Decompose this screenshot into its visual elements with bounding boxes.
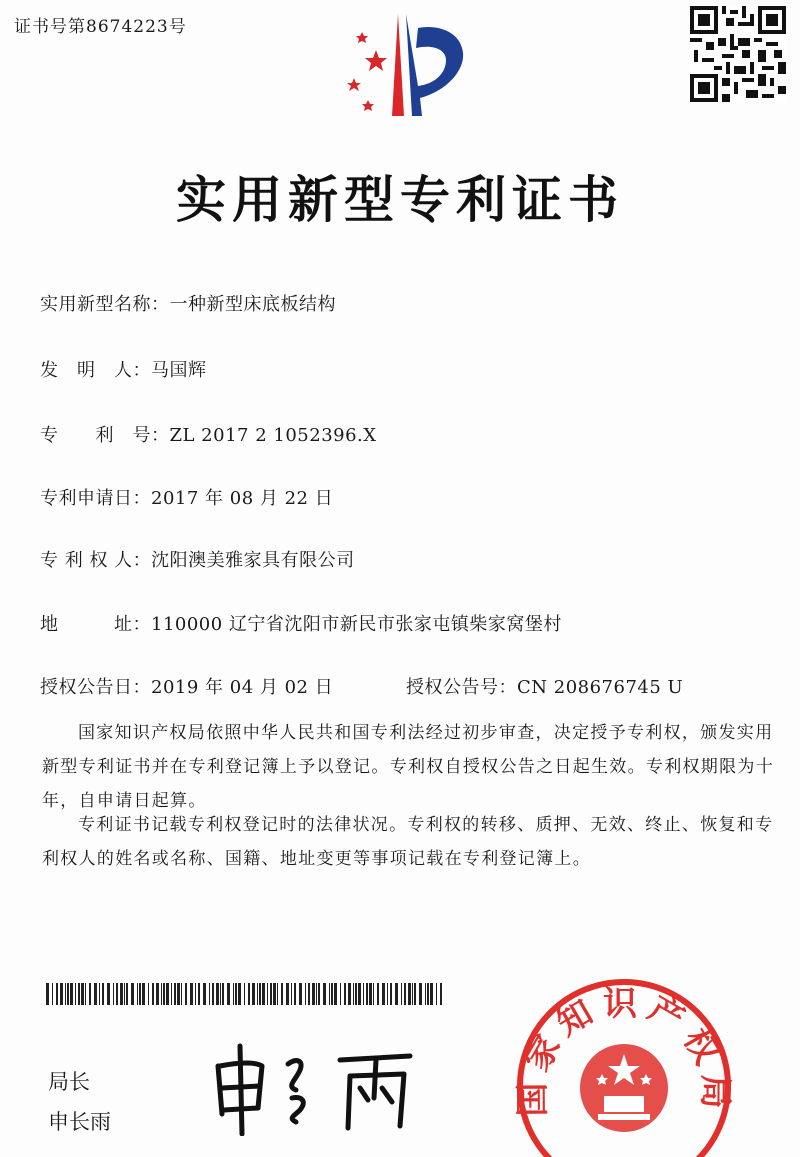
- official-seal: [508, 970, 740, 1157]
- field-grant-number: [406, 673, 683, 699]
- field-label: 专 利 权 人：: [40, 550, 152, 571]
- field-label: 专 利 号：: [40, 425, 170, 446]
- field-value: 2017 年 08 月 22 日: [151, 488, 334, 509]
- field-grant-date: [40, 673, 333, 699]
- field-value: 110000 辽宁省沈阳市新民市张家屯镇柴家窝堡村: [151, 614, 562, 635]
- body-paragraph-1: 国家知识产权局依照中华人民共和国专利法经过初步审查，决定授予专利权，颁发实用新型专利证书并在专利登记簿上予以登记。专利权自授权公告之日起生效。专利权期限为十年，自申请日起算。: [42, 723, 774, 811]
- field-label: 授权公告日：: [40, 677, 151, 698]
- field-label: 专利申请日：: [40, 488, 151, 509]
- field-utility-model-name: [40, 290, 336, 316]
- body-paragraph-2: 专利证书记载专利权登记时的法律状况。专利权的转移、质押、无效、终止、恢复和专利权人的姓名或名称、国籍、地址变更等事项记载在专利登记簿上。: [42, 815, 774, 869]
- handwritten-signature: [200, 1036, 430, 1136]
- field-patentee: [40, 546, 355, 572]
- field-value: ZL 2017 2 1052396.X: [169, 425, 377, 446]
- field-application-date: [40, 484, 333, 510]
- field-value: 一种新型床底板结构: [169, 294, 336, 315]
- patent-office-logo: [330, 8, 480, 126]
- field-label: 地 址：: [40, 614, 151, 635]
- svg-text:国家知识产权局: 国家知识产权局: [512, 984, 736, 1117]
- signer-title: 局长: [48, 1070, 90, 1094]
- barcode: [46, 983, 446, 1005]
- field-value: CN 208676745 U: [517, 677, 684, 698]
- qr-code: [690, 6, 786, 102]
- field-value: 沈阳澳美雅家具有限公司: [151, 550, 355, 571]
- field-value: 马国辉: [151, 360, 207, 381]
- certificate-title: 实用新型专利证书: [176, 170, 624, 229]
- field-label: 实用新型名称：: [40, 294, 170, 315]
- field-address: [40, 610, 562, 636]
- field-value: 2019 年 04 月 02 日: [151, 677, 334, 698]
- field-label: 授权公告号：: [406, 677, 517, 698]
- field-patent-number: [40, 421, 377, 447]
- signer-name: 申长雨: [48, 1110, 111, 1134]
- field-inventor: [40, 356, 207, 382]
- certificate-number: 证书号第8674223号: [14, 17, 187, 37]
- field-label: 发 明 人：: [40, 360, 151, 381]
